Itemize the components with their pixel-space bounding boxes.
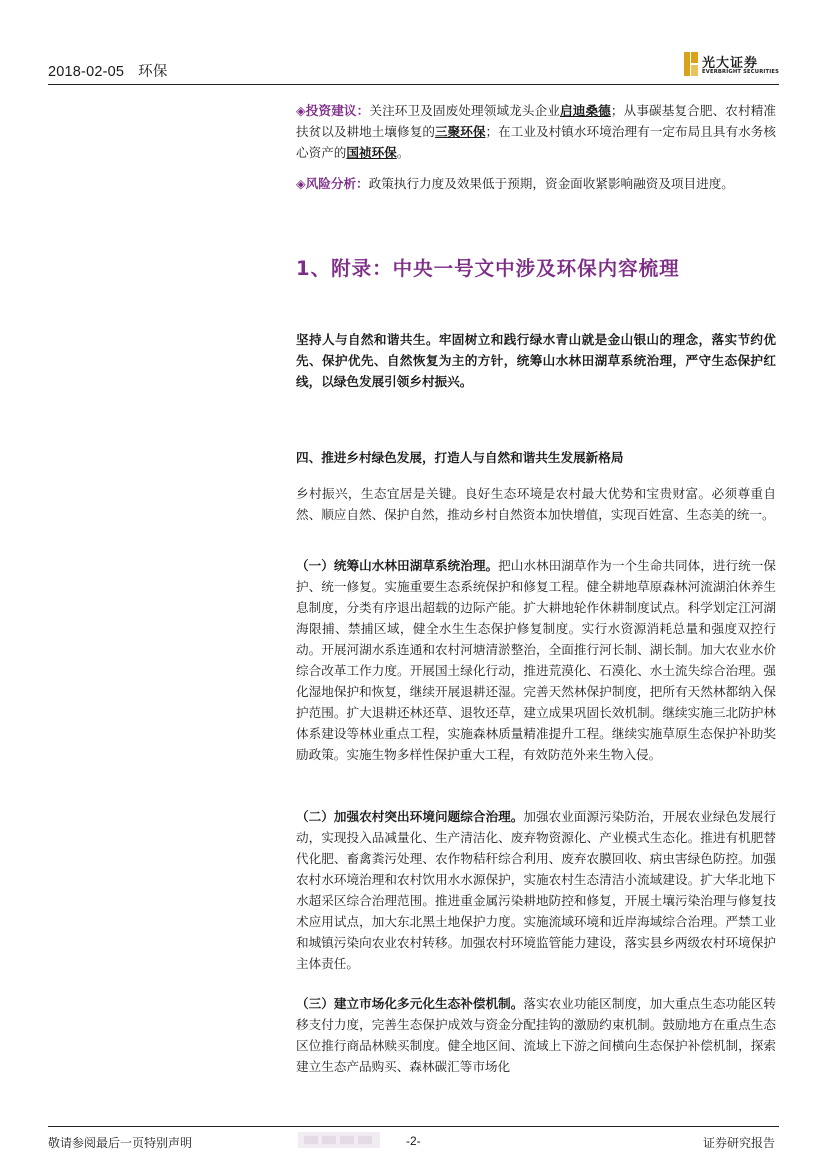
item-1-block [296,555,776,765]
item-1-text: 把山水林田湖草作为一个生命共同体，进行统一保护、统一修复。实施重要生态系统保护和修复工程。健全耕地草原森林河流湖泊休养生息制度，分类有序退出超载的边际产能。扩大耕地轮作休耕制度试点。科学划定江河湖海限捕、禁捕区域，健全水生生态保护修复制度。实行水资源消耗总量和强度双控行动。开展河湖水系连通和农村河塘清淤整治，全面推行河长制、湖长制。加大农业水价综合改革工作力度。开展国土绿化行动，推进荒漠化、石漠化、水土流失综合治理。强化湿地保护和恢复，继续开展退耕还湿。完善天然林保护制度，把所有天然林都纳入保护范围。扩大退耕还林还草、退牧还草，建立成果巩固长效机制。继续实施三北防护林体系建设等林业重点工程，实施森林质量精准提升工程。继续实施草原生态保护补助奖励政策。实施生物多样性保护重大工程，有效防范外来生物入侵。 [296,558,777,762]
logo-cn-text: 光大证券 [702,56,759,71]
report-header [48,60,168,81]
logo-en-text: EVERBRIGHT SECURITIES [702,69,780,75]
section-title: 1、附录：中央一号文中涉及环保内容梳理 [296,257,680,280]
footer-disclaimer[interactable]: 敬请参阅最后一页特别声明 [48,1136,193,1150]
item-3-paragraph [296,993,776,1077]
item-2-text: 加强农业面源污染防治，开展农业绿色发展行动，实现投入品减量化、生产清洁化、废弃物资源化、产业模式生态化。推进有机肥替代化肥、畜禽粪污处理、农作物秸秆综合利用、废弃农膜回收、病虫害绿色防控。加强农村水环境治理和农村饮用水水源保护，实施农村生态清洁小流域建设。扩大华北地下水超采区综合治理范围。推进重金属污染耕地防控和修复，开展土壤污染治理与修复技术应用试点，加大东北黑土地保护力度。实施流域环境和近岸海域综合治理。严禁工业和城镇污染向农业农村转移。加强农村环境监管能力建设，落实县乡两级农村环境保护主体责任。 [296,809,777,971]
report-date: 2018-02-05 [48,64,125,80]
item-3-text: 落实农业功能区制度，加大重点生态功能区转移支付力度，完善生态保护成效与资金分配挂钩的激励约束机制。鼓励地方在重点生态区位推行商品林赎买制度。健全地区间、流域上下游之间横向生态保护补偿机制，探索建立生态产品购买、森林碳汇等市场化 [296,996,777,1074]
section-intro [296,329,776,392]
company-logo [684,52,794,78]
footer-divider [48,1126,779,1127]
summary-block [296,100,776,194]
item-2-paragraph [296,806,776,974]
item-2-block [296,806,776,974]
company-link-3: 国祯环保 [346,145,397,160]
item-2-title: （二）加强农村突出环境问题综合治理。 [296,809,524,824]
logo-mark-icon [684,52,698,76]
item-3-title: （三）建立市场化多元化生态补偿机制。 [296,996,524,1011]
intro-bold-paragraph: 坚持人与自然和谐共生。牢固树立和践行绿水青山就是金山银山的理念，落实节约优先、保护优先、自然恢复为主的方针，统筹山水林田湖草系统治理，严守生态保护红线，以绿色发展引领乡村振兴。 [296,332,776,389]
report-industry: 环保 [138,64,168,80]
part-intro: 乡村振兴，生态宜居是关键。良好生态环境是农村最大优势和宝贵财富。必须尊重自然、顺应自然、保护自然，推动乡村自然资本加快增值，实现百姓富、生态美的统一。 [296,486,776,522]
item-3-block [296,993,776,1077]
item-1-title: （一）统筹山水林田湖草系统治理。 [296,558,499,573]
item-1-paragraph [296,555,776,765]
company-link-2: 三聚环保 [434,124,486,139]
part-heading-block [296,447,776,466]
header-divider [48,84,779,85]
company-link-1: 启迪桑德 [560,103,611,118]
investment-advice: ◈投资建议：关注环卫及固废处理领域龙头企业启迪桑德；从事碳基复合肥、农村精准扶贫以及耕地土壤修复的三聚环保；在工业及村镇水环境治理有一定布局且具有水务核心资产的国祯环保。 [296,103,777,160]
part-intro-block [296,483,776,525]
risk-analysis: ◈风险分析：政策执行力度及效果低于预期，资金面收紧影响融资及项目进度。 [296,176,734,191]
investment-label: ◈投资建议： [296,103,370,118]
part-heading: 四、推进乡村绿色发展，打造人与自然和谐共生发展新格局 [296,450,624,465]
page-number: -2- [406,1134,421,1148]
footer-report-type: 证券研究报告 [702,1136,775,1150]
watermark-stamp-icon [298,1130,380,1150]
risk-label: ◈风险分析： [296,176,369,191]
